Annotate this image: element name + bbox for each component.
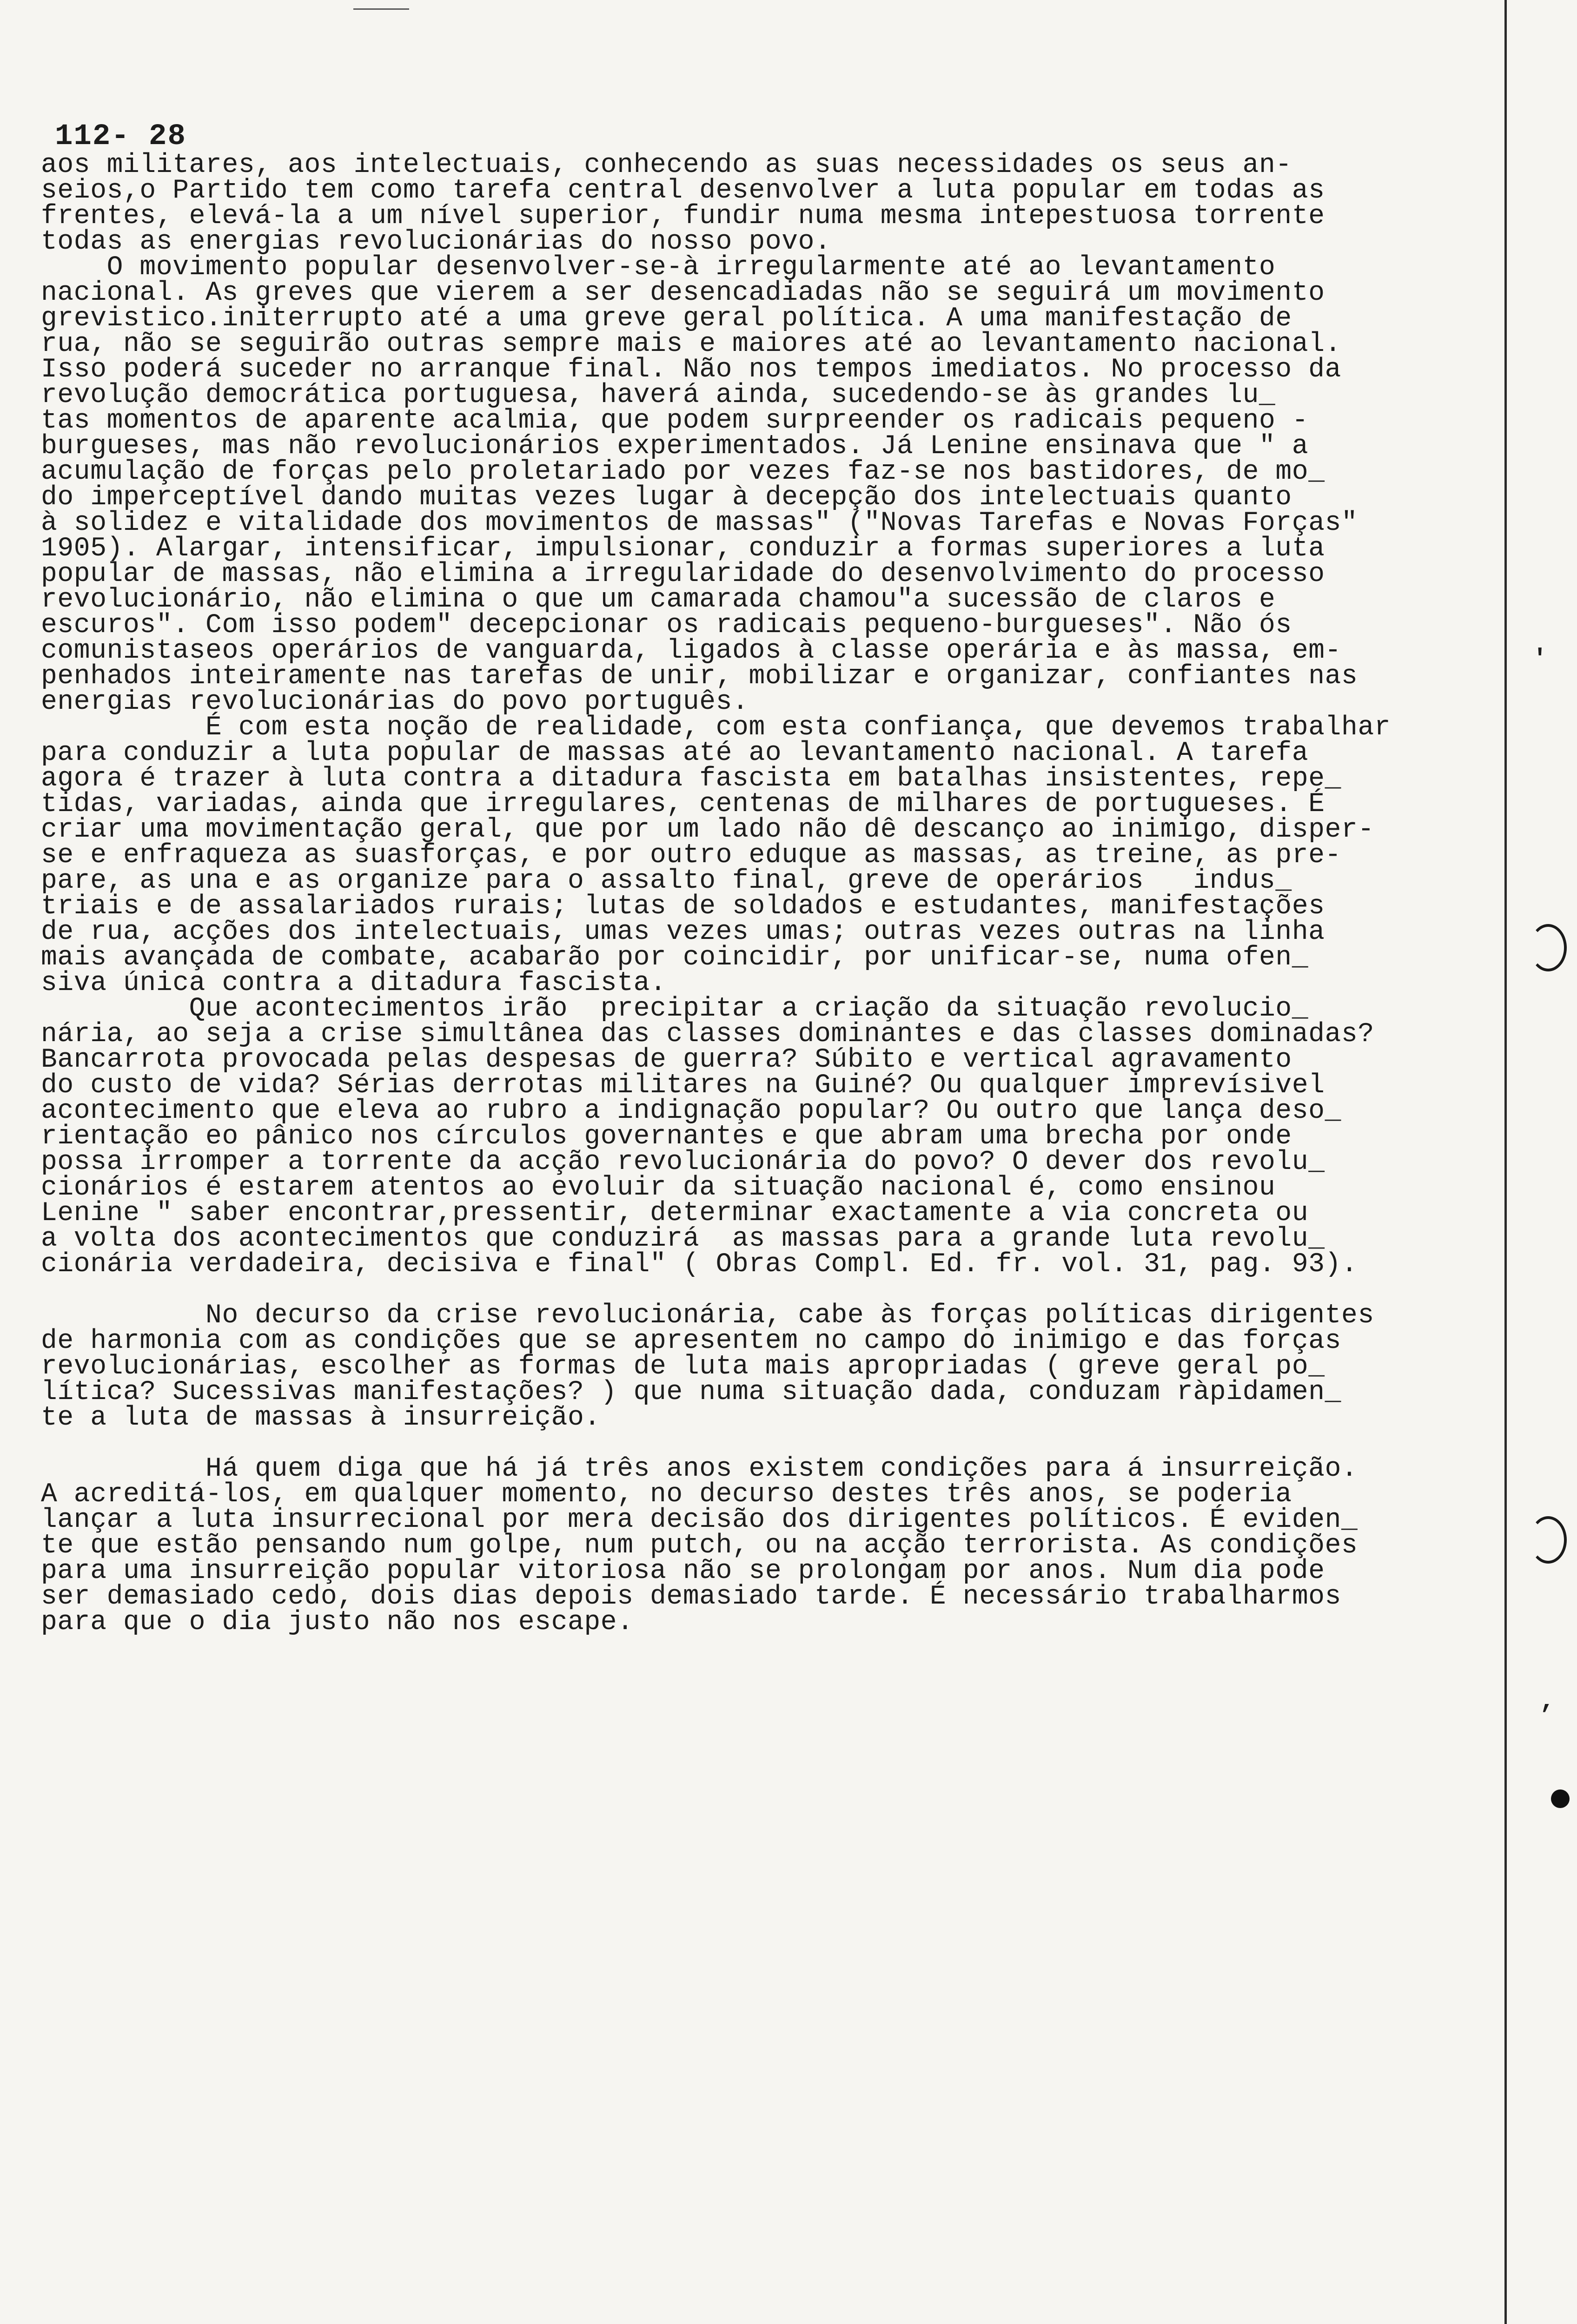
text-line: agora é trazer à luta contra a ditadura fascista em batalhas insistentes, repe_ (41, 764, 1342, 794)
text-line: revolucionário, não elimina o que um camarada chamou"a sucessão de claros e (41, 585, 1276, 615)
text-line: comunistaseos operários de vanguarda, ligados à classe operária e às massa, em- (41, 636, 1342, 666)
document-body (41, 152, 1487, 1635)
punch-hole-icon (1530, 1516, 1567, 1564)
text-line: a volta dos acontecimentos que conduzirá as massas para a grande luta revolu_ (41, 1224, 1325, 1254)
text-line: Isso poderá suceder no arranque final. Não nos tempos imediatos. No processo da (41, 355, 1342, 385)
top-dash-mark (353, 8, 409, 10)
text-line: acontecimento que eleva ao rubro a indignação popular? Ou outro que lança deso_ (41, 1096, 1342, 1126)
text-line: lançar a luta insurrecional por mera decisão dos dirigentes políticos. É eviden_ (41, 1505, 1358, 1535)
text-line: tidas, variadas, ainda que irregulares, centenas de milhares de portugueses. É (41, 789, 1325, 819)
text-line: acumulação de forças pelo proletariado por vezes faz-se nos bastidores, de mo_ (41, 457, 1325, 487)
text-line: revolução democrática portuguesa, haverá ainda, sucedendo-se às grandes lu_ (41, 380, 1276, 410)
text-line: Bancarrota provocada pelas despesas de guerra? Súbito e vertical agravamento (41, 1045, 1292, 1075)
margin-mark: ' (1532, 645, 1548, 673)
text-line: pare, as una e as organize para o assalto final, greve de operários indus_ (41, 866, 1292, 896)
text-line: grevistico.initerrupto até a uma greve geral política. A uma manifestação de (41, 304, 1292, 334)
text-line: cionária verdadeira, decisiva e final" ( Obras Compl. Ed. fr. vol. 31, pag. 93). (41, 1249, 1358, 1280)
text-line: nária, ao seja a crise simultânea das classes dominantes e das classes dominadas? (41, 1019, 1374, 1050)
text-line: do custo de vida? Sérias derrotas militares na Guiné? Ou qualquer imprevísivel (41, 1070, 1325, 1101)
text-line: à solidez e vitalidade dos movimentos de massas" ("Novas Tarefas e Novas Forças" (41, 508, 1358, 538)
text-line: Lenine " saber encontrar,pressentir, determinar exactamente a via concreta ou (41, 1198, 1309, 1228)
text-line: popular de massas, não elimina a irregularidade do desenvolvimento do processo (41, 559, 1325, 589)
text-line: seios,o Partido tem como tarefa central desenvolver a luta popular em todas as (41, 176, 1325, 206)
text-line: de rua, acções dos intelectuais, umas vezes umas; outras vezes outras na linha (41, 917, 1325, 947)
text-line: revolucionárias, escolher as formas de luta mais apropriadas ( greve geral po_ (41, 1352, 1325, 1382)
text-line: para conduzir a luta popular de massas até ao levantamento nacional. A tarefa (41, 738, 1309, 768)
text-line: Que acontecimentos irão precipitar a criação da situação revolucio_ (41, 994, 1309, 1024)
ink-dot-icon (1551, 1789, 1570, 1808)
right-margin-rule (1504, 0, 1507, 2324)
text-line: ser demasiado cedo, dois dias depois demasiado tarde. É necessário trabalharmos (41, 1582, 1342, 1612)
text-line: energias revolucionárias do povo português. (41, 687, 749, 717)
text-line: nacional. As greves que vierem a ser desencadiadas não se seguirá um movimento (41, 278, 1325, 308)
text-line: frentes, elevá-la a um nível superior, fundir numa mesma intepestuosa torrente (41, 201, 1325, 231)
text-line: todas as energias revolucionárias do nosso povo. (41, 227, 831, 257)
text-line: escuros". Com isso podem" decepcionar os radicais pequeno-burgueses". Não ós (41, 610, 1292, 640)
text-line: se e enfraqueza as suasforças, e por outro eduque as massas, as treine, as pre- (41, 840, 1342, 871)
text-line: Há quem diga que há já três anos existem condições para á insurreição. (41, 1454, 1358, 1484)
text-line: mais avançada de combate, acabarão por coincidir, por unificar-se, numa ofen_ (41, 943, 1309, 973)
punch-hole-icon (1530, 924, 1567, 971)
text-line (41, 1431, 1487, 1456)
margin-mark: , (1540, 1687, 1555, 1716)
text-line: te que estão pensando num golpe, num putch, ou na acção terrorista. As condições (41, 1531, 1358, 1561)
text-line: siva única contra a ditadura fascista. (41, 968, 667, 998)
text-line: lítica? Sucessivas manifestações? ) que numa situação dada, conduzam ràpidamen_ (41, 1377, 1342, 1407)
text-line: cionários é estarem atentos ao evoluir da situação nacional é, como ensinou (41, 1173, 1276, 1203)
text-line: rientação eo pânico nos círculos governantes e que abram uma brecha por onde (41, 1122, 1292, 1152)
text-line: aos militares, aos intelectuais, conhecendo as suas necessidades os seus an- (41, 150, 1292, 180)
text-line: possa irromper a torrente da acção revolucionária do povo? O dever dos revolu_ (41, 1147, 1325, 1177)
text-line: No decurso da crise revolucionária, cabe às forças políticas dirigentes (41, 1301, 1374, 1331)
text-line: do imperceptível dando muitas vezes lugar à decepção dos intelectuais quanto (41, 482, 1292, 513)
text-line (41, 1277, 1487, 1303)
text-line: para que o dia justo não nos escape. (41, 1607, 634, 1637)
text-line: te a luta de massas à insurreição. (41, 1403, 601, 1433)
text-line: 1905). Alargar, intensificar, impulsionar, conduzir a formas superiores a luta (41, 534, 1325, 564)
text-line: de harmonia com as condições que se apresentem no campo do inimigo e das forças (41, 1326, 1342, 1356)
text-line: criar uma movimentação geral, que por um lado não dê descanço ao inimigo, disper- (41, 815, 1374, 845)
text-line: É com esta noção de realidade, com esta confiança, que devemos trabalhar (41, 713, 1391, 743)
text-line: triais e de assalariados rurais; lutas de soldados e estudantes, manifestações (41, 891, 1325, 922)
text-line: rua, não se seguirão outras sempre mais e maiores até ao levantamento nacional. (41, 329, 1342, 359)
text-line: burgueses, mas não revolucionários experimentados. Já Lenine ensinava que " a (41, 431, 1309, 462)
text-line: para uma insurreição popular vitoriosa não se prolongam por anos. Num dia pode (41, 1556, 1325, 1586)
page-number: 112- 28 (55, 120, 186, 153)
text-line: A acreditá-los, em qualquer momento, no decurso destes três anos, se poderia (41, 1479, 1292, 1510)
text-line: tas momentos de aparente acalmia, que podem surpreender os radicais pequeno - (41, 406, 1309, 436)
text-line: O movimento popular desenvolver-se-à irregularmente até ao levantamento (41, 252, 1276, 283)
text-line: penhados inteiramente nas tarefas de unir, mobilizar e organizar, confiantes nas (41, 661, 1358, 692)
